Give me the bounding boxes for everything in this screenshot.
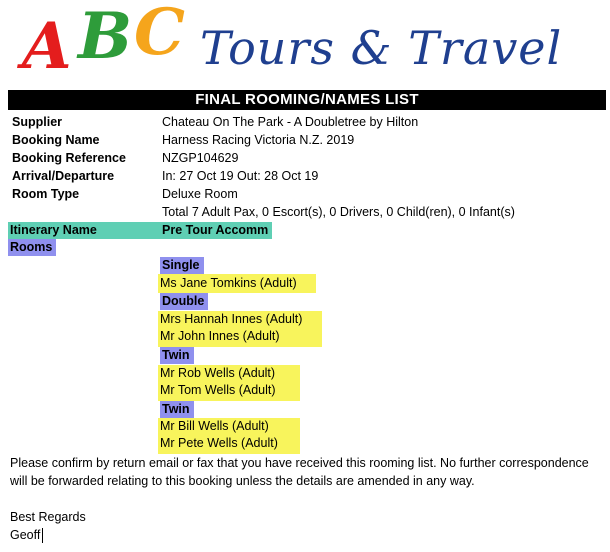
logo-tagline: Tours & Travel <box>200 21 563 75</box>
guest-rob-wells: Mr Rob Wells (Adult) <box>158 365 300 382</box>
closing-line: Best Regards <box>10 510 86 524</box>
booking-reference-value: NZGP104629 <box>162 151 239 165</box>
arrival-departure-label: Arrival/Departure <box>12 169 115 183</box>
room-type-double: Double <box>160 293 208 310</box>
room-type-single: Single <box>160 257 204 274</box>
booking-name-value: Harness Racing Victoria N.Z. 2019 <box>162 133 355 147</box>
logo-letter-a: A <box>22 9 72 84</box>
guest-tom-wells: Mr Tom Wells (Adult) <box>158 382 300 401</box>
guest-bill-wells: Mr Bill Wells (Adult) <box>158 418 300 435</box>
signature-text: Geoff <box>10 528 41 542</box>
room-type-twin-2: Twin <box>160 401 194 418</box>
arrival-departure-value: In: 27 Oct 19 Out: 28 Oct 19 <box>162 169 319 183</box>
page-title: FINAL ROOMING/NAMES LIST <box>8 90 606 110</box>
booking-reference-label: Booking Reference <box>12 151 126 165</box>
guest-jane-tomkins: Ms Jane Tomkins (Adult) <box>158 274 316 293</box>
supplier-label: Supplier <box>12 115 63 129</box>
confirmation-message: Please confirm by return email or fax that you have received this rooming list. No further correspondence will be forwarded relating to this booking unless the details are amended in any way. <box>10 456 589 488</box>
room-type-value: Deluxe Room <box>162 187 238 201</box>
booking-name-label: Booking Name <box>12 133 100 147</box>
text-cursor <box>42 528 43 543</box>
logo-letter-c: C <box>134 0 185 70</box>
guest-john-innes: Mr John Innes (Adult) <box>158 328 322 347</box>
itinerary-label: Itinerary Name <box>8 222 160 239</box>
pax-summary: Total 7 Adult Pax, 0 Escort(s), 0 Drivers, 0 Child(ren), 0 Infant(s) <box>162 205 515 219</box>
guest-hannah-innes: Mrs Hannah Innes (Adult) <box>158 311 322 328</box>
room-type-twin-1: Twin <box>160 347 194 364</box>
logo-letter-b: B <box>78 0 133 74</box>
supplier-value: Chateau On The Park - A Doubletree by Hilton <box>162 115 419 129</box>
rooms-label: Rooms <box>8 239 56 256</box>
guest-pete-wells: Mr Pete Wells (Adult) <box>158 435 300 454</box>
company-logo <box>0 0 610 86</box>
signature-line[interactable] <box>10 526 600 544</box>
itinerary-value: Pre Tour Accomm <box>160 222 272 239</box>
room-type-label: Room Type <box>12 187 80 201</box>
